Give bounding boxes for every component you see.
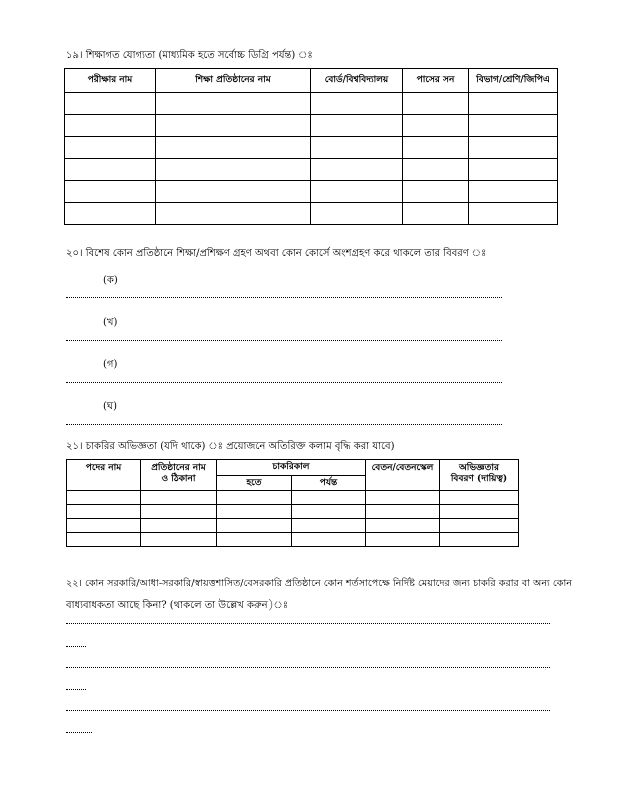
cell[interactable] — [217, 519, 292, 533]
cell[interactable] — [292, 519, 366, 533]
table-row — [65, 181, 558, 203]
item-gha-line[interactable] — [66, 424, 502, 425]
cell[interactable] — [311, 203, 403, 225]
q21-title: ২১। চাকরির অভিজ্ঞতা (যদি থাকে) ঃ প্রয়োজনে অতিরিক্ত কলাম বৃদ্ধি করা যাবে) — [66, 441, 395, 452]
table-row — [65, 137, 558, 159]
table-row — [67, 533, 519, 547]
cell[interactable] — [65, 115, 156, 137]
q22-title-line1: ২২। কোন সরকারি/আধা-সরকারি/স্বায়ত্তশাসিত/বেসরকারি প্রতিষ্ঠানে কোন শর্তসাপেক্ষে নির্দিষ্ট মেয়াদের জন্য চাকরি করার বা অন্য কোন — [66, 578, 572, 589]
cell[interactable] — [311, 181, 403, 203]
cell[interactable] — [141, 491, 217, 505]
item-ka-line[interactable] — [66, 297, 502, 298]
cell[interactable] — [440, 519, 519, 533]
table-row — [67, 519, 519, 533]
cell[interactable] — [311, 137, 403, 159]
table-row — [65, 93, 558, 115]
header-service-period: চাকরিকাল — [217, 460, 366, 476]
cell[interactable] — [403, 203, 469, 225]
header-org-line2: ও ঠিকানা — [161, 474, 196, 484]
cell[interactable] — [217, 505, 292, 519]
cell[interactable] — [156, 203, 311, 225]
q19-title: ১৯। শিক্ষাগত যোগ্যতা (মাধ্যমিক হতে সর্বোচ্চ ডিগ্রি পর্যন্ত) ঃ — [66, 50, 313, 61]
cell[interactable] — [65, 137, 156, 159]
cell[interactable] — [403, 93, 469, 115]
cell[interactable] — [217, 533, 292, 547]
cell[interactable] — [440, 533, 519, 547]
header-division-gpa: বিভাগ/শ্রেণি/জিপিএ — [469, 69, 558, 93]
cell[interactable] — [403, 137, 469, 159]
cell[interactable] — [141, 505, 217, 519]
header-org-name — [141, 460, 217, 491]
header-exam-name: পরীক্ষার নাম — [65, 69, 156, 93]
q22-answer-line-2[interactable] — [66, 667, 550, 668]
header-experience — [440, 460, 519, 491]
table-row — [65, 203, 558, 225]
item-ga-label: (গ) — [103, 359, 118, 370]
item-kha-line[interactable] — [66, 340, 502, 341]
header-salary-text: বেতন/বেতনস্কেল — [371, 463, 434, 473]
header-to: পর্যন্ত — [292, 476, 366, 491]
cell[interactable] — [311, 115, 403, 137]
cell[interactable] — [292, 505, 366, 519]
cell[interactable] — [366, 519, 440, 533]
header-exp-line1: অভিজ্ঞতার — [458, 463, 499, 473]
cell[interactable] — [440, 505, 519, 519]
cell[interactable] — [67, 533, 141, 547]
cell[interactable] — [292, 491, 366, 505]
cell[interactable] — [156, 137, 311, 159]
cell[interactable] — [469, 115, 558, 137]
cell[interactable] — [403, 115, 469, 137]
cell[interactable] — [67, 491, 141, 505]
cell[interactable] — [156, 115, 311, 137]
cell[interactable] — [469, 93, 558, 115]
cell[interactable] — [65, 93, 156, 115]
cell[interactable] — [469, 181, 558, 203]
cell[interactable] — [366, 505, 440, 519]
item-ga-line[interactable] — [66, 382, 502, 383]
q22-answer-line-1[interactable] — [66, 623, 550, 624]
cell[interactable] — [469, 159, 558, 181]
cell[interactable] — [141, 533, 217, 547]
cell[interactable] — [469, 137, 558, 159]
header-exp-line2: বিবরণ (দায়িত্ব) — [450, 474, 508, 484]
cell[interactable] — [366, 533, 440, 547]
cell[interactable] — [65, 159, 156, 181]
q22-title-line2: বাধ্যবাধকতা আছে কিনা? (থাকলে তা উল্লেখ করুন)ঃ — [66, 600, 289, 611]
header-pass-year: পাসের সন — [403, 69, 469, 93]
cell[interactable] — [311, 93, 403, 115]
cell[interactable] — [65, 203, 156, 225]
cell[interactable] — [156, 93, 311, 115]
q22-answer-line-2-cont[interactable] — [66, 689, 86, 690]
header-org-line1: প্রতিষ্ঠানের নাম — [151, 463, 206, 473]
table-row — [65, 159, 558, 181]
cell[interactable] — [156, 181, 311, 203]
cell[interactable] — [65, 181, 156, 203]
cell[interactable] — [469, 203, 558, 225]
cell[interactable] — [366, 491, 440, 505]
item-ka-label: (ক) — [103, 275, 118, 286]
cell[interactable] — [156, 159, 311, 181]
cell[interactable] — [292, 533, 366, 547]
cell[interactable] — [217, 491, 292, 505]
cell[interactable] — [440, 491, 519, 505]
header-board-university: বোর্ড/বিশ্ববিদ্যালয় — [311, 69, 403, 93]
header-from: হতে — [217, 476, 292, 491]
header-post-name-text: পদের নাম — [85, 463, 122, 473]
q22-answer-line-1-cont[interactable] — [66, 646, 86, 647]
cell[interactable] — [403, 159, 469, 181]
cell[interactable] — [67, 519, 141, 533]
header-institution-name: শিক্ষা প্রতিষ্ঠানের নাম — [156, 69, 311, 93]
q22-answer-line-3[interactable] — [66, 710, 550, 711]
q22-answer-line-3-cont[interactable] — [66, 732, 92, 733]
item-kha-label: (খ) — [103, 317, 118, 328]
table-row — [65, 115, 558, 137]
experience-table — [66, 459, 519, 547]
table-row — [67, 505, 519, 519]
education-table — [64, 68, 558, 225]
q20-title: ২০। বিশেষ কোন প্রতিষ্ঠানে শিক্ষা/প্রশিক্ষণ গ্রহণ অথবা কোন কোর্সে অংশগ্রহণ করে থাকলে তার বিবরণ ঃ — [66, 248, 487, 259]
cell[interactable] — [311, 159, 403, 181]
header-post-name — [67, 460, 141, 491]
item-gha-label: (ঘ) — [103, 401, 117, 412]
table-row — [67, 491, 519, 505]
cell[interactable] — [67, 505, 141, 519]
header-salary — [366, 460, 440, 491]
cell[interactable] — [141, 519, 217, 533]
cell[interactable] — [403, 181, 469, 203]
